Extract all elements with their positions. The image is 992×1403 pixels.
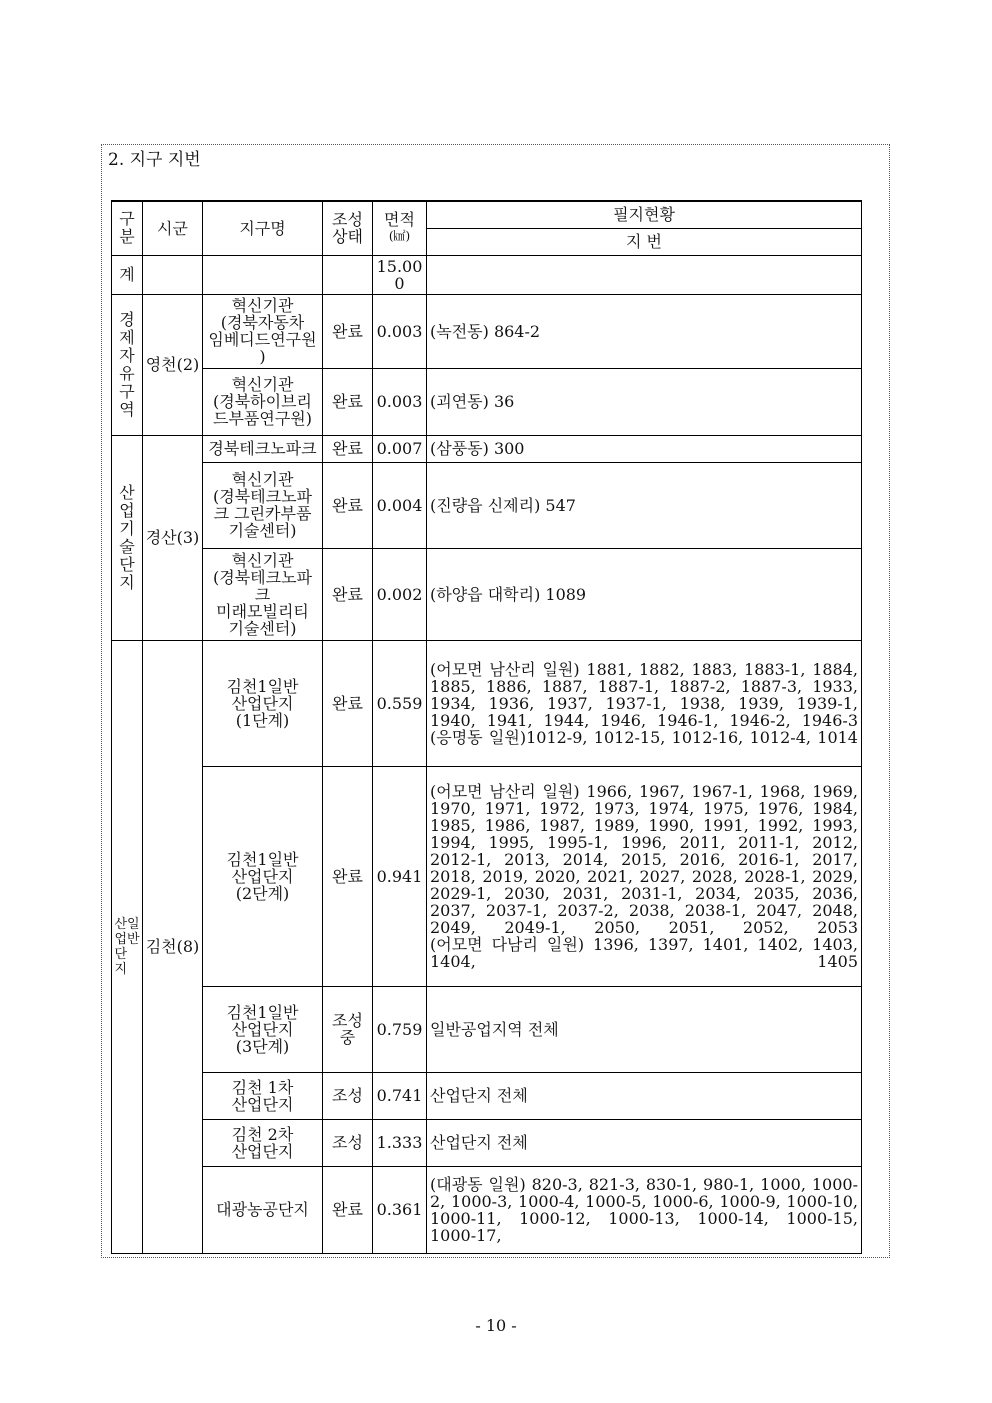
- text-line: (녹전동) 864-2: [430, 321, 541, 341]
- section-title: 2. 지구 지번: [108, 150, 201, 170]
- table-row: [112, 435, 862, 462]
- area-value: 0.002: [373, 548, 427, 640]
- build-status: [323, 294, 373, 368]
- text-line: (경북하이브리: [213, 392, 312, 411]
- table-row: [112, 766, 862, 986]
- district-name: [203, 986, 323, 1072]
- text-line: 미래모빌리티: [216, 601, 309, 621]
- text-line: (어모면 다남리 일원) 1396, 1397, 1401, 1402, 1403, 1404, 1405: [430, 934, 858, 971]
- header-area: [373, 201, 427, 255]
- text-line: (대광동 일원) 820-3, 821-3, 830-1, 980-1, 1000, 1000-2, 1000-3, 1000-4, 1000-5, 1000-6, 1000-9, 1000-10, 1000-11, 1000-12, 1000-13, 1000-14, 1000-15, 1000-17,: [430, 1174, 858, 1245]
- total-label: 계: [112, 255, 143, 294]
- build-status: [323, 548, 373, 640]
- text-line: 산업단지: [231, 693, 294, 713]
- build-status: [323, 1072, 373, 1119]
- vertical-char: 일: [127, 916, 140, 932]
- district-name: [203, 640, 323, 766]
- vertical-text: [112, 311, 142, 419]
- vertical-char: 술: [119, 536, 135, 556]
- lot-numbers: [427, 986, 862, 1072]
- lot-numbers: [427, 294, 862, 368]
- vertical-char: 분: [119, 227, 135, 247]
- build-status: [323, 1166, 373, 1253]
- text-line: 완료: [332, 392, 363, 411]
- text-line: (응명동 일원)1012-9, 1012-15, 1012-16, 1012-4, 1014: [430, 727, 858, 747]
- header-area-unit: (㎢): [388, 229, 411, 244]
- vertical-char: 반: [127, 931, 140, 947]
- text-line: 산업단지: [231, 866, 294, 886]
- text-line: 드부품연구원): [213, 409, 312, 428]
- header-lot-number: 지 번: [427, 228, 862, 255]
- wrapped-text: [375, 258, 424, 292]
- district-name: [203, 462, 323, 548]
- text-line: (어모면 남산리 일원) 1966, 1967, 1967-1, 1968, 1969, 1970, 1971, 1972, 1973, 1974, 1975, 1976, 1984, 1985, 1986, 1987, 1989, 1990, 1991, 1992, 1993, 1994, 1995, 1995-1, 1996, 2011, 2011-1, 2012, 2012-1, 2013, 2014, 2015, 2016, 2016-1, 2017, 2018, 2019, 2020, 2021, 2027, 2028, 2028-1, 2029, 2029-1, 2030, 2031, 2031-1, 2034, 2035, 2036, 2037, 2037-1, 2037-2, 2038, 2038-1, 2047, 2048, 2049, 2049-1, 2050, 2051, 2052, 2053: [430, 781, 858, 937]
- text-line: 혁신기관: [231, 296, 294, 315]
- text-line: (경북테크노파: [213, 487, 312, 506]
- lot-numbers: [427, 462, 862, 548]
- district-name: [203, 548, 323, 640]
- vertical-char: 업: [119, 500, 135, 520]
- wrapped-text: [325, 211, 370, 245]
- text-line: 중: [339, 1028, 356, 1047]
- text-line: (2단계): [235, 883, 290, 903]
- header-district: 지구명: [203, 201, 323, 255]
- text-line: 완료: [332, 1200, 363, 1219]
- lot-numbers: [427, 435, 862, 462]
- vertical-char: 경: [119, 309, 135, 329]
- text-line: 조성: [332, 1086, 363, 1105]
- text-line: 산업단지 전체: [430, 1086, 528, 1105]
- table-header-row: [112, 201, 862, 228]
- area-value: 0.759: [373, 986, 427, 1072]
- text-line: (괴연동) 36: [430, 392, 515, 411]
- header-status: [323, 201, 373, 255]
- area-value: 0.941: [373, 766, 427, 986]
- area-value: 1.333: [373, 1119, 427, 1166]
- page-number: - 10 -: [475, 1316, 517, 1335]
- text-line: ): [259, 347, 266, 366]
- vertical-char: 역: [119, 399, 135, 419]
- lot-numbers: [427, 368, 862, 435]
- text-line: 김천 2차: [231, 1124, 294, 1144]
- text-line: 크 그린카부품: [213, 504, 312, 523]
- lot-numbers: [427, 548, 862, 640]
- area-value: 0.741: [373, 1072, 427, 1119]
- wrapped-part: 상태: [332, 227, 363, 247]
- build-status: [323, 368, 373, 435]
- vertical-char: 산: [114, 916, 127, 932]
- text-line: 산업단지: [231, 1094, 294, 1114]
- text-line: 완료: [332, 321, 363, 341]
- area-value: 0.559: [373, 640, 427, 766]
- table-row: [112, 1072, 862, 1119]
- header-area-label: 면적: [384, 210, 415, 230]
- table-row: [112, 548, 862, 640]
- text-line: 완료: [332, 866, 363, 886]
- text-line: (경북테크노파: [213, 567, 312, 587]
- total-area: [373, 255, 427, 294]
- text-line: 산업단지 전체: [430, 1133, 528, 1152]
- text-line: 산업단지: [231, 1141, 294, 1161]
- text-line: (1단계): [235, 710, 290, 730]
- text-line: 김천1일반: [226, 676, 299, 696]
- text-line: 혁신기관: [231, 375, 294, 394]
- text-line: 크: [254, 584, 271, 604]
- build-status: [323, 435, 373, 462]
- vertical-char: 기: [119, 518, 135, 538]
- text-line: 완료: [332, 693, 363, 713]
- text-line: (경북자동차: [220, 313, 305, 332]
- build-status: [323, 986, 373, 1072]
- vertical-char: 구: [119, 381, 135, 401]
- area-value: 0.007: [373, 435, 427, 462]
- table-row: [112, 640, 862, 766]
- lot-numbers: [427, 766, 862, 986]
- vertical-text: [112, 210, 142, 246]
- vertical-char: 산: [119, 482, 135, 502]
- group-city: 경산(3): [143, 435, 203, 640]
- lot-numbers: [427, 1166, 862, 1253]
- text-line: 김천 1차: [231, 1077, 294, 1097]
- build-status: [323, 1119, 373, 1166]
- header-parcel-status: 필지현황: [427, 201, 862, 228]
- district-name: [203, 766, 323, 986]
- text-line: 경북테크노파크: [208, 439, 317, 458]
- wrapped-part: 15.00: [376, 256, 423, 276]
- district-name: [203, 368, 323, 435]
- vertical-char: 단: [119, 554, 135, 574]
- total-row: [112, 255, 862, 294]
- text-line: 조성: [332, 1133, 363, 1152]
- vertical-text: [114, 917, 127, 977]
- vertical-char: 단: [114, 946, 127, 962]
- build-status: [323, 640, 373, 766]
- table-row: [112, 368, 862, 435]
- text-line: 임베디드연구원: [208, 330, 317, 349]
- table-row: [112, 986, 862, 1072]
- vertical-char: 유: [119, 363, 135, 383]
- total-district: [203, 255, 323, 294]
- text-line: 기술센터): [228, 521, 297, 540]
- text-line: (진량읍 신제리) 547: [430, 495, 576, 515]
- wrapped-part: 0: [394, 273, 405, 293]
- text-line: 혁신기관: [231, 470, 294, 489]
- vertical-char: 제: [119, 327, 135, 347]
- build-status: [323, 462, 373, 548]
- vertical-char: 자: [119, 345, 135, 365]
- district-name: [203, 435, 323, 462]
- area-value: 0.003: [373, 294, 427, 368]
- lot-numbers: [427, 1119, 862, 1166]
- text-line: 김천1일반: [226, 849, 299, 869]
- build-status: [323, 766, 373, 986]
- table-row: [112, 1119, 862, 1166]
- district-name: [203, 1119, 323, 1166]
- lot-numbers: [427, 640, 862, 766]
- text-line: 완료: [332, 439, 363, 458]
- table-row: [112, 1166, 862, 1253]
- header-category: [112, 201, 143, 255]
- table-row: [112, 294, 862, 368]
- district-name: [203, 294, 323, 368]
- text-line: 완료: [332, 495, 363, 515]
- text-line: 김천1일반: [226, 1002, 299, 1022]
- total-parcels: [427, 255, 862, 294]
- text-line: 산업단지: [231, 1019, 294, 1039]
- lot-numbers: [427, 1072, 862, 1119]
- text-line: (삼풍동) 300: [430, 439, 525, 458]
- area-value: 0.004: [373, 462, 427, 548]
- vertical-char: 구: [119, 209, 135, 229]
- district-lot-table: [111, 200, 862, 1254]
- group-category: [112, 435, 143, 640]
- area-value: 0.361: [373, 1166, 427, 1253]
- text-line: 일반공업지역 전체: [430, 1019, 559, 1039]
- table-row: [112, 462, 862, 548]
- text-line: (어모면 남산리 일원) 1881, 1882, 1883, 1883-1, 1884, 1885, 1886, 1887, 1887-1, 1887-2, 1887-3, 1933, 1934, 1936, 1937, 1937-1, 1938, 1939, 1939-1, 1940, 1941, 1944, 1946, 1946-1, 1946-2, 1946-3: [430, 659, 858, 730]
- group-category: [112, 640, 143, 1253]
- vertical-text: [112, 484, 142, 592]
- text-line: (3단계): [235, 1036, 290, 1056]
- group-category: [112, 294, 143, 435]
- wrapped-part: 조성: [332, 210, 363, 230]
- vertical-char: 지: [119, 572, 135, 592]
- header-city: 시군: [143, 201, 203, 255]
- vertical-char: 업: [114, 931, 127, 947]
- area-value: 0.003: [373, 368, 427, 435]
- text-line: 완료: [332, 584, 363, 604]
- text-line: 조성: [332, 1011, 363, 1030]
- text-line: 기술센터): [228, 618, 297, 638]
- group-city: 김천(8): [143, 640, 203, 1253]
- district-name: [203, 1072, 323, 1119]
- vertical-text: [127, 917, 140, 977]
- text-line: (하양읍 대학리) 1089: [430, 584, 587, 604]
- group-city: 영천(2): [143, 294, 203, 435]
- text-line: 혁신기관: [231, 550, 294, 570]
- vertical-char: 지: [114, 961, 127, 977]
- district-name: [203, 1166, 323, 1253]
- total-status: [323, 255, 373, 294]
- text-line: 대광농공단지: [216, 1200, 309, 1219]
- total-city: [143, 255, 203, 294]
